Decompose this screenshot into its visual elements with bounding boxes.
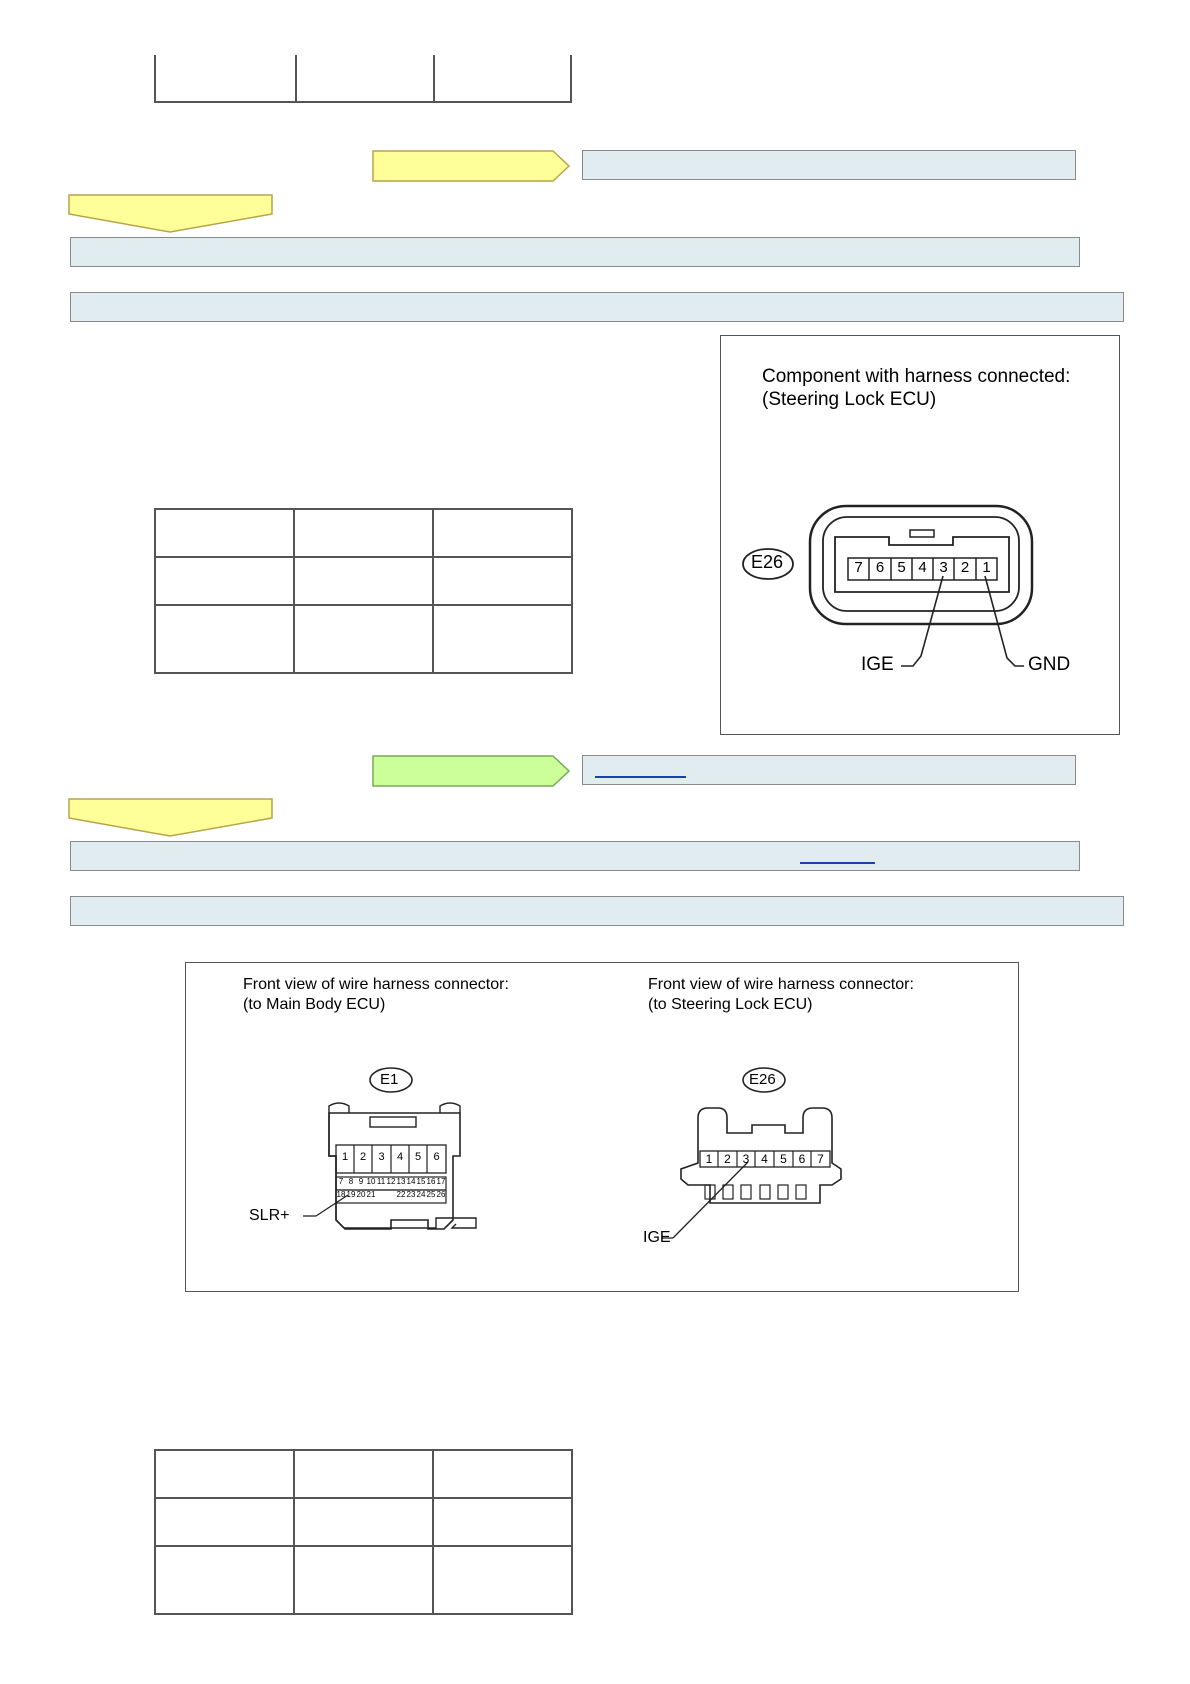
pin-label: 18 (336, 1190, 346, 1199)
e1-body (329, 1113, 460, 1229)
figure-title-line2: (Steering Lock ECU) (762, 389, 937, 410)
connector-e1-e26-drawing (186, 963, 1018, 1291)
pin-label: 25 (426, 1190, 436, 1199)
pin-label: 5 (414, 1151, 422, 1163)
pin-label: 6 (798, 1152, 806, 1166)
pin-label: 3 (378, 1151, 385, 1163)
step-link[interactable] (800, 862, 875, 864)
spec-table-2 (154, 1449, 573, 1615)
terminal-label-ige: IGE (643, 1229, 671, 1246)
result-bar-ng (582, 150, 1076, 180)
pin-label: 21 (366, 1190, 376, 1199)
pin-label: 7 (817, 1152, 824, 1166)
next-step-arrow (68, 798, 274, 838)
e1-top-bump-right (440, 1103, 460, 1113)
connector-figure-steering-lock (720, 335, 1120, 735)
leader-line-ige (901, 576, 943, 666)
pin-label: 1 (982, 559, 991, 576)
table-cell (294, 1498, 433, 1546)
table-cell (433, 605, 572, 673)
right-figure-title-line1: Front view of wire harness connector: (648, 976, 914, 993)
pin-label: 1 (705, 1152, 713, 1166)
next-step-arrow (68, 194, 274, 234)
pin-label: 6 (875, 559, 885, 576)
pin-label: 17 (436, 1177, 446, 1186)
table-cell (155, 605, 294, 673)
result-arrow-ng (372, 150, 572, 182)
pin-label: 7 (854, 559, 863, 576)
pin-label: 5 (780, 1152, 787, 1166)
connector-id-label: E26 (749, 1071, 776, 1088)
table-cell (294, 605, 433, 673)
pin-label: 4 (761, 1152, 768, 1166)
pin-label: 11 (376, 1177, 386, 1186)
pin-label: 7 (338, 1177, 344, 1186)
e1-top-bump-left (329, 1103, 349, 1113)
result-link[interactable] (595, 776, 686, 778)
pin-label: 2 (724, 1152, 731, 1166)
pin-label: 4 (396, 1151, 404, 1163)
table-cell (155, 509, 294, 557)
e1-latch (370, 1117, 416, 1127)
left-figure-title-line1: Front view of wire harness connector: (243, 976, 509, 993)
e26-terminal-slots (705, 1185, 806, 1199)
right-figure-title-line2: (to Steering Lock ECU) (648, 996, 813, 1013)
pin-label: 23 (406, 1190, 416, 1199)
table-cell (155, 557, 294, 605)
figure-title-line1: Component with harness connected: (762, 366, 1071, 387)
pin-label: 22 (396, 1190, 406, 1199)
table-top-partial (154, 55, 572, 103)
step-bar (70, 237, 1080, 267)
connector-latch (910, 530, 934, 537)
terminal-label-gnd: GND (1028, 654, 1071, 675)
spec-table-1 (154, 508, 573, 674)
result-bar-ok (582, 755, 1076, 785)
table-divider (295, 55, 297, 101)
pin-label: 24 (416, 1190, 426, 1199)
table-cell (155, 1498, 294, 1546)
left-figure-title-line2: (to Main Body ECU) (243, 996, 386, 1013)
pin-label: 2 (960, 559, 970, 576)
pin-label: 5 (897, 559, 906, 576)
e1-housing (329, 1113, 476, 1228)
table-cell (294, 1450, 433, 1498)
e26-leader (673, 1162, 748, 1238)
table-cell (294, 557, 433, 605)
pin-label: 15 (416, 1177, 426, 1186)
terminal-label-slr: SLR+ (249, 1207, 290, 1224)
terminal-label-ige: IGE (861, 654, 894, 675)
table-cell (433, 557, 572, 605)
table-cell (433, 509, 572, 557)
connector-id-label: E1 (380, 1071, 399, 1088)
pin-label: 4 (918, 559, 927, 576)
table-cell (155, 1546, 294, 1614)
connector-id-label: E26 (751, 552, 784, 572)
table-cell (433, 1546, 572, 1614)
table-cell (155, 1450, 294, 1498)
table-cell (294, 509, 433, 557)
pin-label: 12 (386, 1177, 396, 1186)
pin-label: 3 (742, 1152, 750, 1166)
pin-label: 3 (939, 559, 948, 576)
pin-label: 20 (356, 1190, 366, 1199)
step-bar (70, 841, 1080, 871)
pin-label: 1 (341, 1151, 349, 1163)
table-cell (294, 1546, 433, 1614)
table-cell (433, 1498, 572, 1546)
pin-label: 6 (433, 1151, 440, 1163)
step-title-bar (70, 292, 1124, 322)
pin-label: 16 (426, 1177, 436, 1186)
connector-figure-harness (185, 962, 1019, 1292)
step-title-bar (70, 896, 1124, 926)
pin-label: 10 (366, 1177, 376, 1186)
pin-label: 13 (396, 1177, 406, 1186)
table-cell (433, 1450, 572, 1498)
pin-label: 2 (359, 1151, 367, 1163)
pin-label: 8 (348, 1177, 354, 1186)
table-divider (433, 55, 435, 101)
pin-label: 26 (436, 1190, 446, 1199)
pin-label: 14 (406, 1177, 416, 1186)
result-arrow-ok (372, 755, 572, 787)
pin-label: 19 (346, 1190, 356, 1199)
pin-label: 9 (358, 1177, 364, 1186)
